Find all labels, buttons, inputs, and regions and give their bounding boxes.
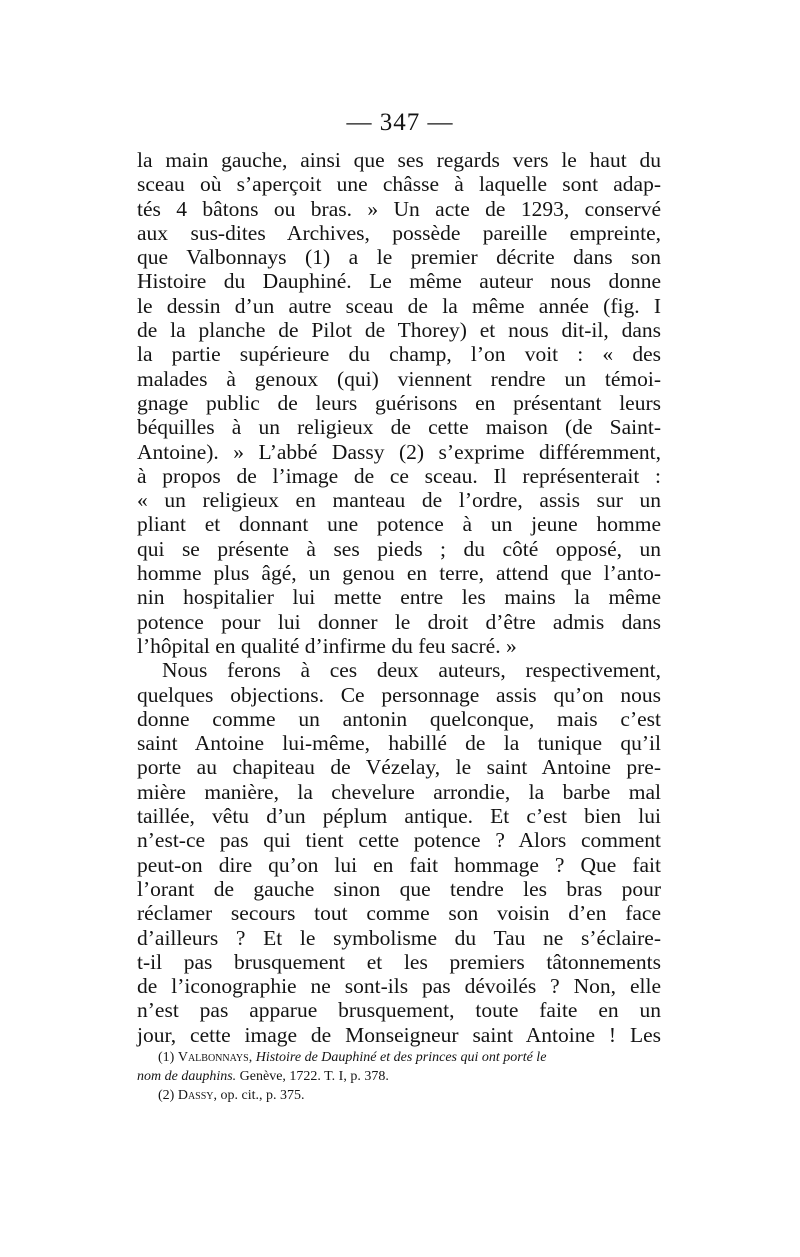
footnote-1 [137,1048,677,1067]
text-line: nin hospitalier lui mette entre les mains la même [137,585,661,610]
text-line: homme plus âgé, un genou en terre, attend que l’anto- [137,561,661,586]
text-line: Histoire du Dauphiné. Le même auteur nous donne [137,269,661,294]
footnote-number: (2) [158,1088,175,1103]
text-line: béquilles à un religieux de cette maison (de Saint- [137,415,661,440]
footnote-author: Valbonnays [177,1050,249,1065]
footnote-separator: , [248,1050,256,1065]
text-line: de l’iconographie ne sont-ils pas dévoilés ? Non, elle [137,974,661,999]
text-line: gnage public de leurs guérisons en présentant leurs [137,390,661,415]
footnote-title: nom de dauphins. [137,1069,237,1084]
footnote-number: (1) [158,1050,175,1065]
text-line: n’est pas apparue brusquement, toute faite en un [137,998,661,1023]
text-line: le dessin d’un autre sceau de la même année (fig. I [137,293,661,318]
footnote-author: Dassy [177,1088,214,1103]
text-line: jour, cette image de Monseigneur saint Antoine ! Les [137,1022,661,1047]
text-line: Nous ferons à ces deux auteurs, respectivement, [162,658,661,683]
text-line: saint Antoine lui-même, habillé de la tunique qu’il [137,731,661,756]
footnotes [137,1048,677,1105]
footnote-2 [137,1086,677,1105]
text-line: qui se présente à ses pieds ; du côté opposé, un [137,536,661,561]
text-line: potence pour lui donner le droit d’être admis dans [137,609,661,634]
text-line: porte au chapiteau de Vézelay, le saint Antoine pre- [137,755,661,780]
text-line: n’est-ce pas qui tient cette potence ? Alors comment [137,828,661,853]
text-line: peut-on dire qu’on lui en fait hommage ? Que fait [137,852,661,877]
text-line: de la planche de Pilot de Thorey) et nous dit-il, dans [137,318,661,343]
text-line: l’orant de gauche sinon que tendre les bras pour [137,876,661,901]
text-line: mière manière, la chevelure arrondie, la barbe mal [137,779,661,804]
text-line: « un religieux en manteau de l’ordre, assis sur un [137,488,661,513]
text-line: t-il pas brusquement et les premiers tâtonnements [137,949,661,974]
text-line: donne comme un antonin quelconque, mais c’est [137,706,661,731]
footnote-reference: , op. cit., p. 375. [213,1088,305,1103]
page-number: — 347 — [346,109,454,136]
body-text [137,148,661,1047]
text-line: la partie supérieure du champ, l’on voit : « des [137,342,661,367]
footnote-reference: Genève, 1722. T. I, p. 378. [236,1069,389,1084]
text-line: la main gauche, ainsi que ses regards vers le haut du [137,148,661,172]
text-line: taillée, vêtu d’un péplum antique. Et c’est bien lui [137,804,661,829]
text-line: aux sus-dites Archives, possède pareille empreinte, [137,220,661,245]
text-line: l’hôpital en qualité d’infirme du feu sacré. » [137,633,517,658]
text-line: pliant et donnant une potence à un jeune homme [137,512,661,537]
text-line: sceau où s’aperçoit une châsse à laquelle sont adap- [137,172,661,197]
text-line: tés 4 bâtons ou bras. » Un acte de 1293, conservé [137,196,661,221]
text-line: à propos de l’image de ce sceau. Il représenterait : [137,463,661,488]
text-line: d’ailleurs ? Et le symbolisme du Tau ne s’éclaire- [137,925,661,950]
text-line: Antoine). » L’abbé Dassy (2) s’exprime différemment, [137,439,661,464]
text-line: que Valbonnays (1) a le premier décrite dans son [137,245,661,270]
footnote-title: Histoire de Dauphiné et des princes qui ont porté le [255,1050,547,1065]
footnote-1-continuation [137,1067,677,1086]
text-line: quelques objections. Ce personnage assis qu’on nous [137,682,661,707]
text-line: réclamer secours tout comme son voisin d’en face [137,901,661,926]
text-line: malades à genoux (qui) viennent rendre un témoi- [137,366,661,391]
